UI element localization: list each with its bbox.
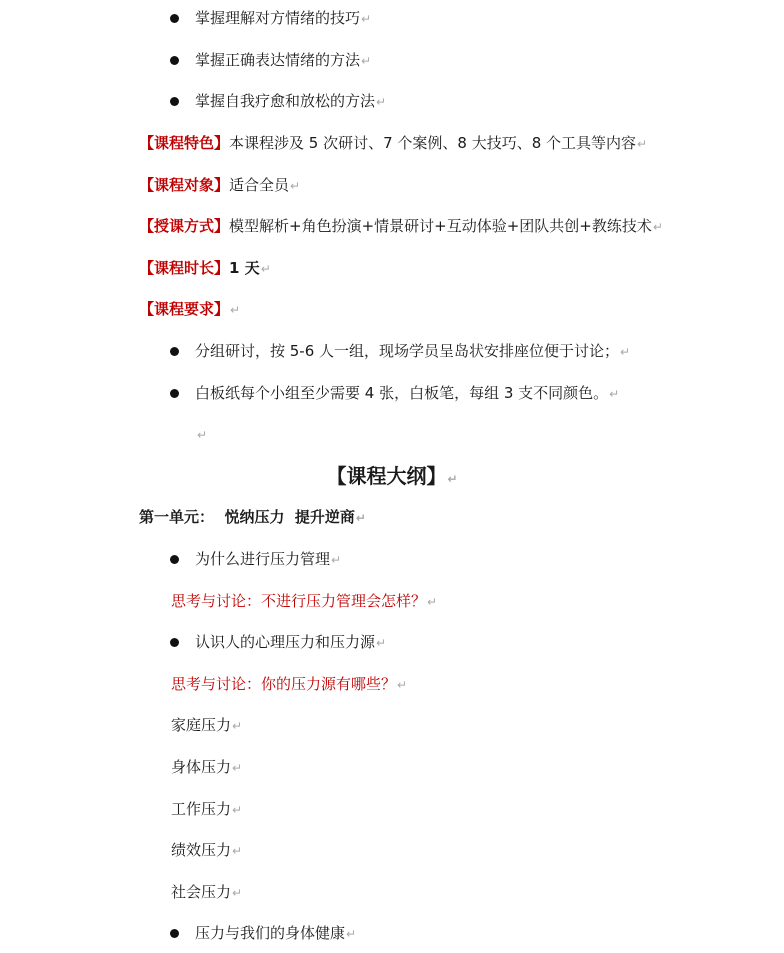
paragraph-mark-icon: ↵ bbox=[620, 345, 631, 359]
objective-item-3 bbox=[0, 90, 784, 112]
course-requirements bbox=[139, 298, 240, 320]
course-audience-label: 【课程对象】 bbox=[139, 176, 230, 194]
bullet-text: 压力与我们的身体健康 bbox=[195, 924, 346, 942]
paragraph-mark-icon: ↵ bbox=[447, 472, 458, 486]
bullet-text: 认识人的心理压力和压力源 bbox=[195, 633, 376, 651]
stress-source-item bbox=[171, 839, 242, 861]
stress-source-item bbox=[171, 798, 242, 820]
bullet-icon bbox=[170, 638, 179, 647]
requirement-text: 分组研讨，按 5-6 人一组，现场学员呈岛状安排座位便于讨论； bbox=[195, 342, 620, 360]
stress-source-text: 家庭压力 bbox=[171, 716, 232, 734]
paragraph-mark-icon: ↵ bbox=[637, 137, 648, 151]
bullet-icon bbox=[170, 347, 179, 356]
course-features-label: 【课程特色】 bbox=[139, 134, 230, 152]
course-audience bbox=[139, 174, 300, 196]
bullet-icon bbox=[170, 555, 179, 564]
course-duration-value: 1 天 bbox=[229, 259, 260, 277]
paragraph-mark-icon: ↵ bbox=[346, 927, 357, 941]
paragraph-mark-icon: ↵ bbox=[230, 303, 241, 317]
paragraph-mark-icon: ↵ bbox=[361, 12, 372, 26]
stress-source-item bbox=[171, 881, 242, 903]
paragraph-mark-icon: ↵ bbox=[290, 179, 301, 193]
discussion-text: 思考与讨论：你的压力源有哪些？ bbox=[171, 675, 397, 693]
paragraph-mark-icon: ↵ bbox=[652, 220, 663, 234]
stress-source-text: 绩效压力 bbox=[171, 841, 232, 859]
stress-source-text: 社会压力 bbox=[171, 883, 232, 901]
discussion-1 bbox=[171, 590, 437, 612]
stress-source-item bbox=[171, 714, 242, 736]
discussion-text: 思考与讨论：不进行压力管理会怎样？ bbox=[171, 592, 427, 610]
outline-title: 【课程大纲】 bbox=[326, 464, 447, 488]
paragraph-mark-icon: ↵ bbox=[376, 636, 387, 650]
course-features bbox=[139, 132, 647, 154]
objective-text: 掌握自我疗愈和放松的方法 bbox=[195, 92, 376, 110]
stress-source-text: 身体压力 bbox=[171, 758, 232, 776]
bullet-icon bbox=[170, 389, 179, 398]
paragraph-mark-icon: ↵ bbox=[355, 511, 366, 525]
requirement-item-1 bbox=[0, 340, 784, 362]
stress-source-item bbox=[171, 756, 242, 778]
paragraph-mark-icon: ↵ bbox=[232, 886, 243, 900]
stress-source-text: 工作压力 bbox=[171, 800, 232, 818]
paragraph-mark-icon: ↵ bbox=[232, 761, 243, 775]
bullet-text: 为什么进行压力管理 bbox=[195, 550, 331, 568]
course-duration-label: 【课程时长】 bbox=[139, 259, 230, 277]
paragraph-mark-icon: ↵ bbox=[232, 803, 243, 817]
bullet-icon bbox=[170, 56, 179, 65]
paragraph-mark-icon: ↵ bbox=[331, 553, 342, 567]
course-features-value: 本课程涉及 5 次研讨、7 个案例、8 大技巧、8 个工具等内容 bbox=[229, 134, 637, 152]
paragraph-mark-icon: ↵ bbox=[397, 678, 408, 692]
bullet-icon bbox=[170, 14, 179, 23]
unit-1-bullet-1 bbox=[0, 548, 784, 570]
unit-title-text: 第一单元： 悦纳压力 提升逆商 bbox=[139, 508, 355, 526]
objective-item-1 bbox=[0, 7, 784, 29]
objective-text: 掌握正确表达情绪的方法 bbox=[195, 51, 361, 69]
empty-paragraph bbox=[196, 423, 207, 445]
course-audience-value: 适合全员 bbox=[229, 176, 290, 194]
teaching-method-label: 【授课方式】 bbox=[139, 217, 230, 235]
requirement-item-2 bbox=[0, 382, 784, 404]
paragraph-mark-icon: ↵ bbox=[427, 595, 438, 609]
unit-1-title bbox=[139, 506, 366, 528]
paragraph-mark-icon: ↵ bbox=[260, 262, 271, 276]
paragraph-mark-icon: ↵ bbox=[232, 844, 243, 858]
objective-item-2 bbox=[0, 49, 784, 71]
teaching-method bbox=[139, 215, 663, 237]
paragraph-mark-icon: ↵ bbox=[197, 428, 208, 442]
bullet-icon bbox=[170, 97, 179, 106]
paragraph-mark-icon: ↵ bbox=[232, 719, 243, 733]
paragraph-mark-icon: ↵ bbox=[361, 54, 372, 68]
discussion-2 bbox=[171, 673, 407, 695]
course-requirements-label: 【课程要求】 bbox=[139, 300, 230, 318]
unit-1-bullet-3 bbox=[0, 922, 784, 944]
paragraph-mark-icon: ↵ bbox=[609, 387, 620, 401]
teaching-method-value: 模型解析+角色扮演+情景研讨+互动体验+团队共创+教练技术 bbox=[229, 217, 652, 235]
bullet-icon bbox=[170, 929, 179, 938]
course-duration bbox=[139, 257, 271, 279]
paragraph-mark-icon: ↵ bbox=[376, 95, 387, 109]
requirement-text: 白板纸每个小组至少需要 4 张，白板笔，每组 3 支不同颜色。 bbox=[195, 384, 609, 402]
outline-heading bbox=[0, 461, 784, 491]
objective-text: 掌握理解对方情绪的技巧 bbox=[195, 9, 361, 27]
unit-1-bullet-2 bbox=[0, 631, 784, 653]
